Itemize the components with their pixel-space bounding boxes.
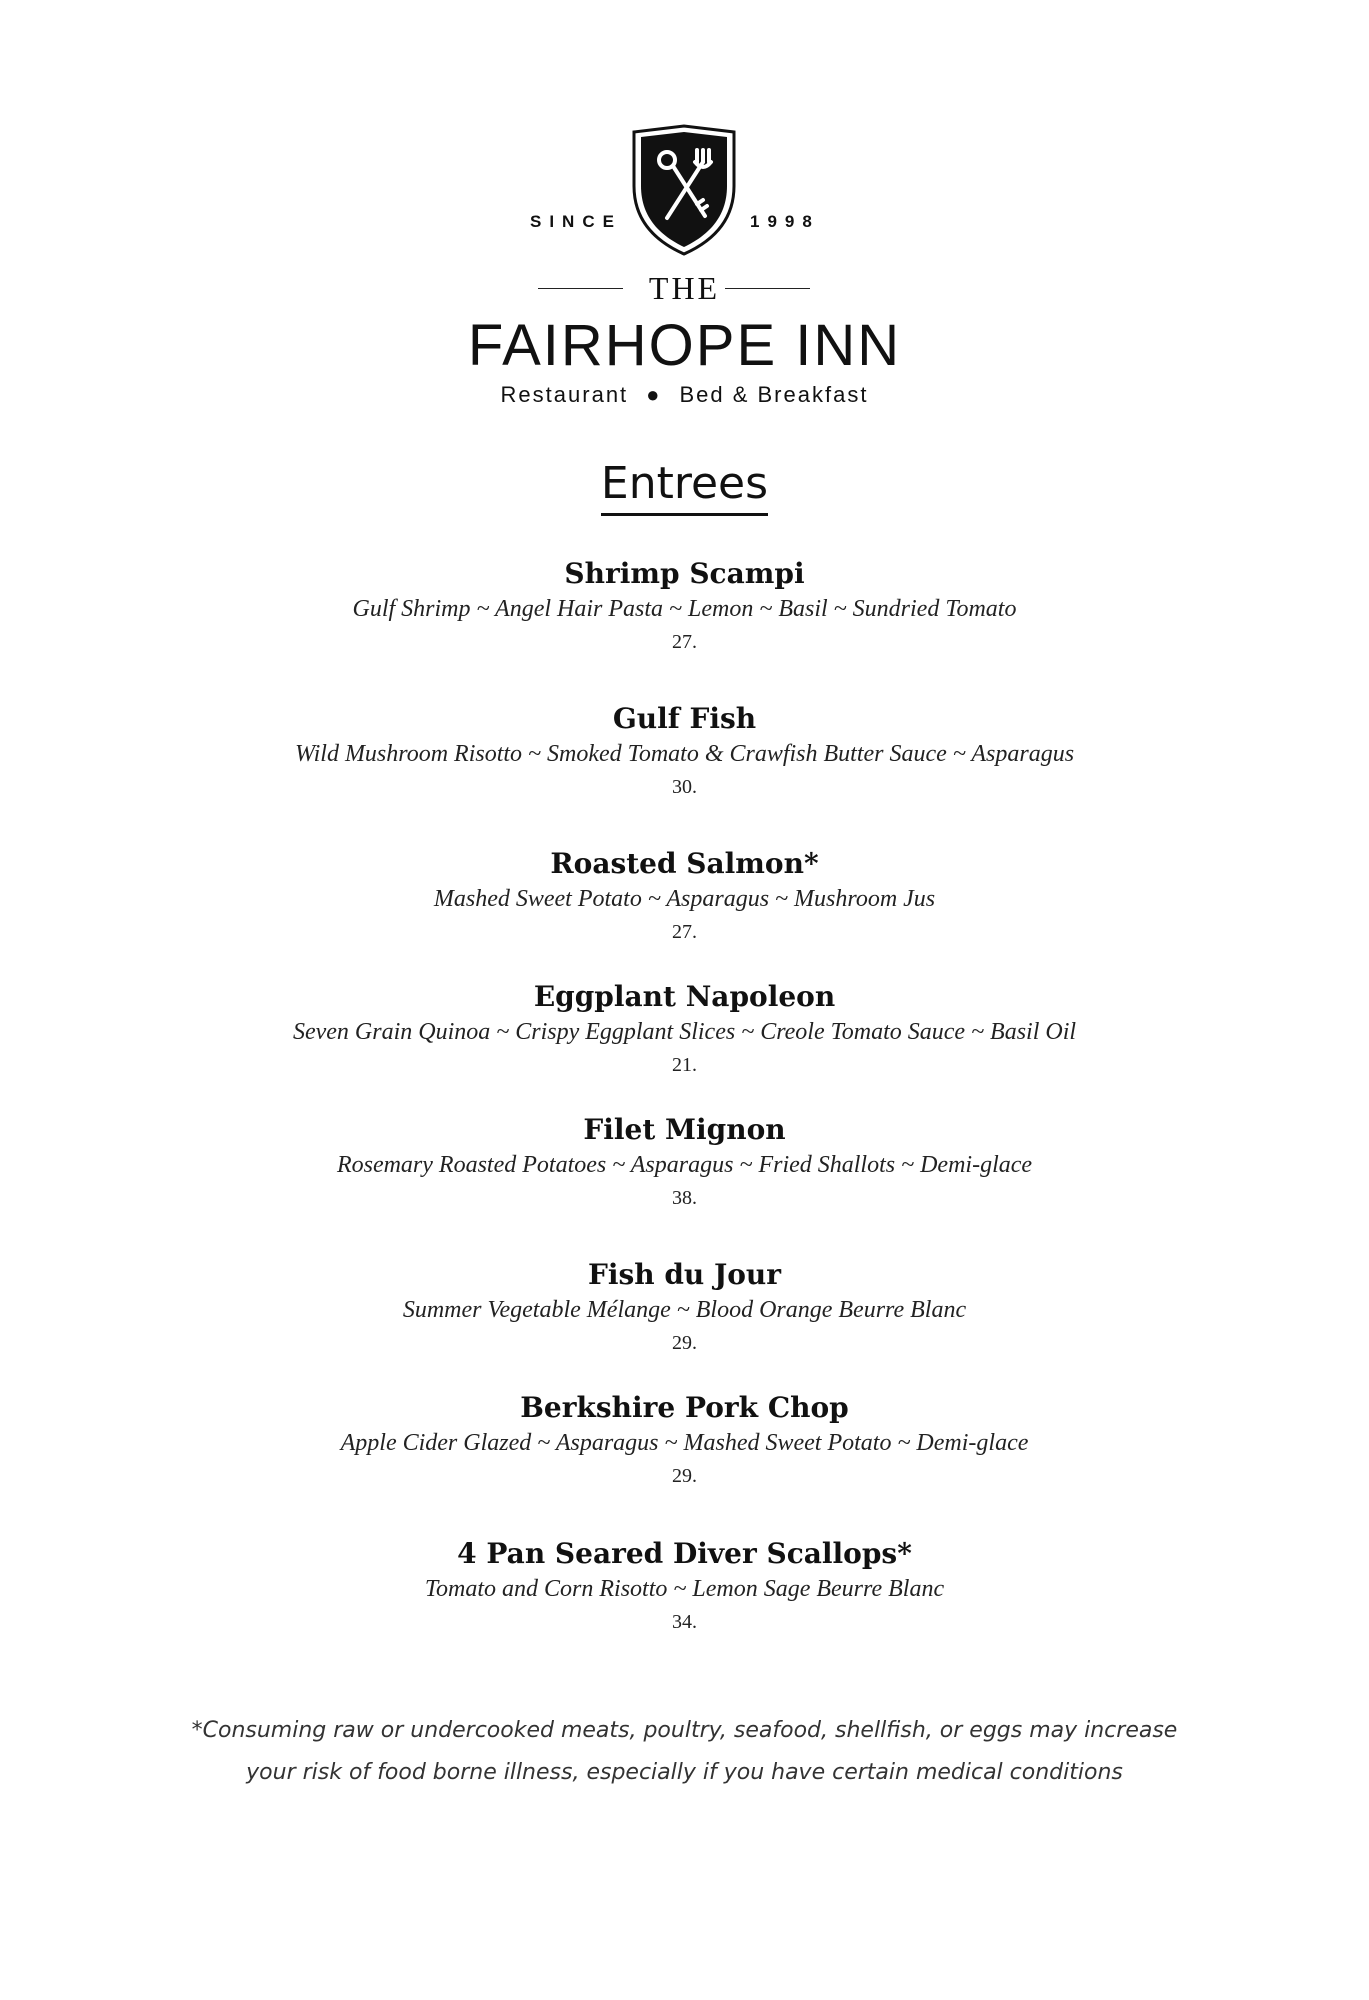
brand-logo xyxy=(0,120,1369,420)
since-label: SINCE xyxy=(530,212,622,231)
menu-item xyxy=(0,555,1369,659)
menu-item xyxy=(0,700,1369,804)
brand-article: THE xyxy=(648,270,721,306)
section-title-text: Entrees xyxy=(601,458,768,516)
item-description: Apple Cider Glazed ~ Asparagus ~ Mashed Sweet Potato ~ Demi-glace xyxy=(340,1430,1029,1456)
item-description: Wild Mushroom Risotto ~ Smoked Tomato & Crawfish Butter Sauce ~ Asparagus xyxy=(294,741,1075,767)
item-price: 21. xyxy=(672,1054,697,1076)
item-name: Gulf Fish xyxy=(612,702,757,735)
item-price: 27. xyxy=(672,921,697,943)
menu-item xyxy=(0,1389,1369,1493)
item-price: 38. xyxy=(672,1187,697,1209)
item-description: Mashed Sweet Potato ~ Asparagus ~ Mushroom Jus xyxy=(433,886,936,912)
item-price: 30. xyxy=(672,776,697,798)
brand-name: FAIRHOPE INN xyxy=(467,313,902,378)
menu-item xyxy=(0,978,1369,1082)
section-title xyxy=(0,458,1369,509)
item-name: Filet Mignon xyxy=(583,1113,786,1146)
item-price: 27. xyxy=(672,631,697,653)
item-name: Shrimp Scampi xyxy=(564,557,805,590)
rule-right xyxy=(725,288,810,289)
item-description: Summer Vegetable Mélange ~ Blood Orange Beurre Blanc xyxy=(402,1297,967,1323)
item-price: 29. xyxy=(672,1465,697,1487)
item-price: 29. xyxy=(672,1332,697,1354)
item-price: 34. xyxy=(672,1611,697,1633)
menu-item xyxy=(0,845,1369,949)
item-name: Berkshire Pork Chop xyxy=(520,1391,849,1424)
brand-tagline xyxy=(0,382,1369,408)
item-name: 4 Pan Seared Diver Scallops* xyxy=(457,1537,912,1570)
crossed-key-and-fork-shield-icon xyxy=(631,124,737,256)
item-description: Gulf Shrimp ~ Angel Hair Pasta ~ Lemon ~ Basil ~ Sundried Tomato xyxy=(352,596,1017,622)
item-description: Rosemary Roasted Potatoes ~ Asparagus ~ Fried Shallots ~ Demi-glace xyxy=(336,1152,1033,1178)
tagline-bed-breakfast: Bed & Breakfast xyxy=(679,382,869,407)
bullet-icon: ● xyxy=(646,382,662,407)
food-safety-disclaimer: *Consuming raw or undercooked meats, poultry, seafood, shellfish, or eggs may increase your risk of food borne illness, especially if you have certain medical conditions xyxy=(191,1718,1178,1785)
tagline-restaurant: Restaurant xyxy=(500,382,629,407)
item-description: Seven Grain Quinoa ~ Crispy Eggplant Slices ~ Creole Tomato Sauce ~ Basil Oil xyxy=(292,1019,1077,1045)
item-name: Eggplant Napoleon xyxy=(533,980,836,1013)
menu-item xyxy=(0,1256,1369,1360)
menu-item xyxy=(0,1111,1369,1215)
item-description: Tomato and Corn Risotto ~ Lemon Sage Beurre Blanc xyxy=(424,1576,945,1602)
item-name: Fish du Jour xyxy=(587,1258,782,1291)
menu-item xyxy=(0,1535,1369,1639)
since-year: 1998 xyxy=(750,212,820,231)
item-name: Roasted Salmon* xyxy=(550,847,819,880)
